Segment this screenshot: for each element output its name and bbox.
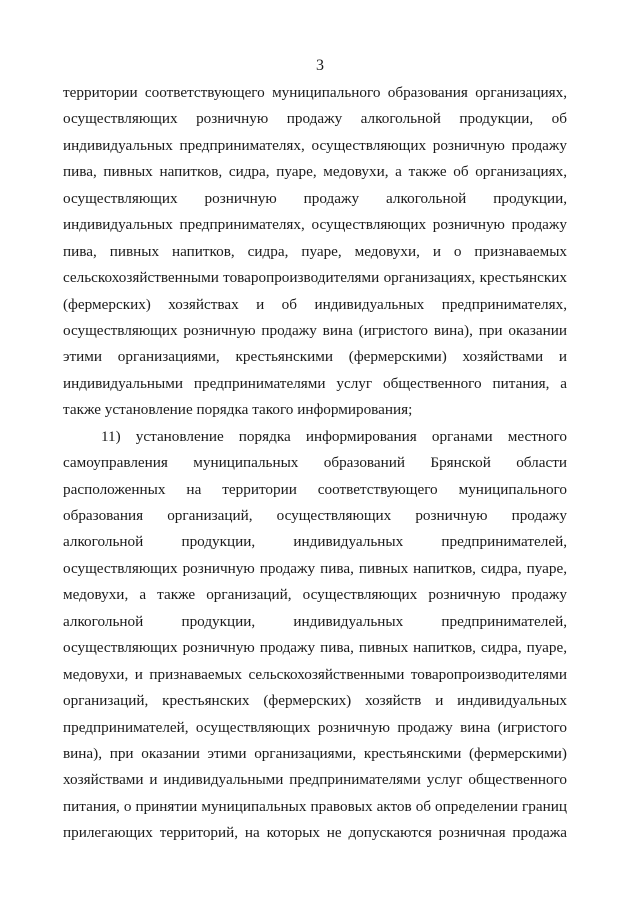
text-line: осуществляющих розничную продажу вина (игристого вина), при оказании — [63, 321, 567, 339]
text-line: территории соответствующего муниципального образования организациях, — [63, 84, 567, 101]
text-line: осуществляющих розничную продажу алкогольной продукции, об — [63, 110, 567, 128]
text-line: медовухи, а также организаций, осуществляющих розничную продажу — [63, 586, 567, 604]
document-body — [63, 80, 567, 847]
text-line: осуществляющих розничную продажу пива, пивных напитков, сидра, пуаре, — [63, 639, 567, 657]
text-line: алкогольной продукции, индивидуальных предпринимателей, — [63, 533, 567, 551]
text-line: самоуправления муниципальных образований Брянской области — [63, 454, 567, 472]
text-line-paragraph-start: 11) установление порядка информирования органами местного — [101, 427, 567, 445]
text-line: образования организаций, осуществляющих розничную продажу — [63, 507, 567, 524]
text-line-paragraph-end: также установление порядка такого информирования; — [63, 401, 413, 419]
text-line: алкогольной продукции, индивидуальных предпринимателей, — [63, 612, 567, 630]
text-line: предпринимателей, осуществляющих розничную продажу вина (игристого — [63, 718, 567, 736]
text-line: сельскохозяйственными товаропроизводителями организациях, крестьянских — [63, 269, 567, 287]
text-line: организаций, крестьянских (фермерских) хозяйств и индивидуальных — [63, 692, 567, 710]
text-line: питания, о принятии муниципальных правовых актов об определении границ — [63, 797, 567, 815]
text-line: индивидуальными предпринимателями услуг общественного питания, а — [63, 374, 567, 392]
text-line: осуществляющих розничную продажу алкогольной продукции, — [63, 189, 567, 207]
text-line: этими организациями, крестьянскими (фермерскими) хозяйствами и — [63, 348, 567, 366]
text-line: пива, пивных напитков, сидра, пуаре, медовухи, и о признаваемых — [63, 242, 567, 260]
text-line: прилегающих территорий, на которых не допускаются розничная продажа — [63, 824, 567, 842]
text-line: расположенных на территории соответствующего муниципального — [63, 480, 567, 498]
text-line: индивидуальных предпринимателях, осуществляющих розничную продажу — [63, 216, 567, 234]
text-line: индивидуальных предпринимателях, осуществляющих розничную продажу — [63, 136, 567, 154]
text-line: медовухи, и признаваемых сельскохозяйственными товаропроизводителями — [63, 665, 567, 683]
text-line: (фермерских) хозяйствах и об индивидуальных предпринимателях, — [63, 295, 567, 313]
text-line: осуществляющих розничную продажу пива, пивных напитков, сидра, пуаре, — [63, 559, 567, 577]
page-number: 3 — [316, 57, 324, 74]
text-line: вина), при оказании этими организациями, крестьянскими (фермерскими) — [63, 744, 567, 762]
text-line: хозяйствами и индивидуальными предпринимателями услуг общественного — [63, 771, 567, 789]
text-line: пива, пивных напитков, сидра, пуаре, медовухи, а также об организациях, — [63, 163, 567, 181]
